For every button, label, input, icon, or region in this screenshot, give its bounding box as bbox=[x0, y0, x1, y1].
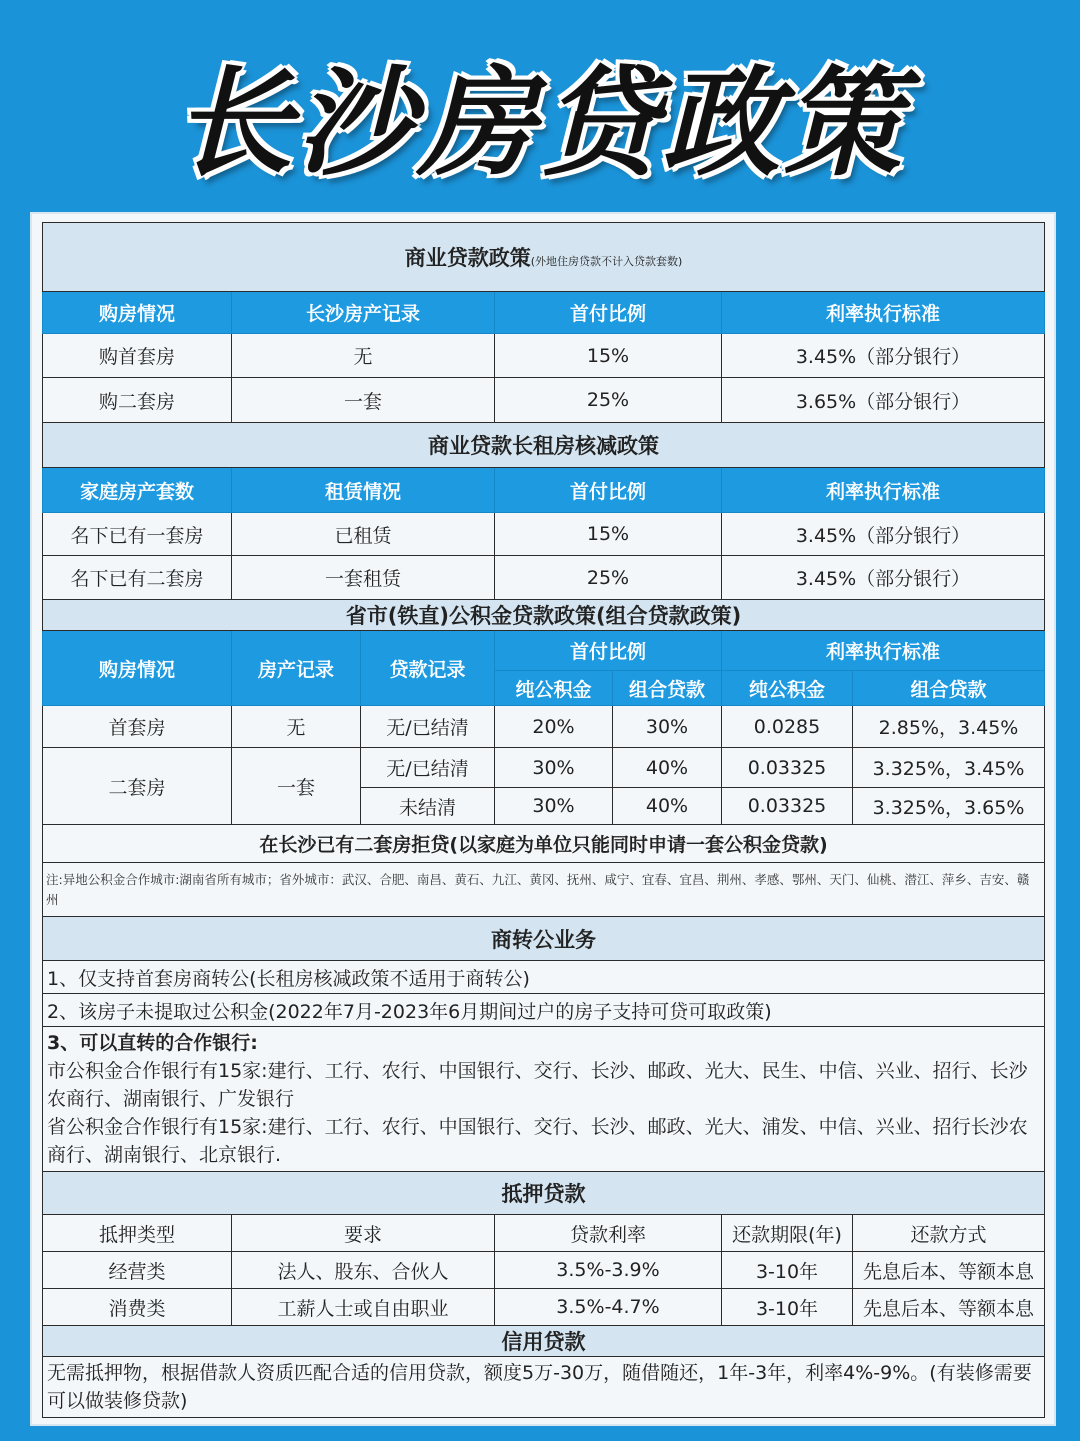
table-cell: 工薪人士或自由职业 bbox=[232, 1289, 495, 1326]
fund-city-note: 注:异地公积金合作城市:湖南省所有城市；省外城市：武汉、合肥、南昌、黄石、九江、黄冈、抚州、咸宁、宜春、宜昌、荆州、孝感、鄂州、天门、仙桃、潜江、萍乡、吉安、赣州 bbox=[43, 863, 1045, 917]
table-cell: 无 bbox=[232, 334, 495, 378]
header-lease: 租赁情况 bbox=[232, 468, 495, 513]
table-cell: 25% bbox=[495, 378, 722, 423]
header-family-count: 家庭房产套数 bbox=[43, 468, 232, 513]
table-cell: 3.325%，3.65% bbox=[853, 788, 1045, 825]
table-row bbox=[43, 706, 1045, 748]
transfer-title-row bbox=[43, 917, 1045, 961]
transfer-item-1: 1、仅支持首套房商转公(长租房核减政策不适用于商转公) bbox=[43, 961, 1045, 994]
table-row bbox=[43, 513, 1045, 556]
table-cell: 名下已有一套房 bbox=[43, 513, 232, 556]
subheader-rate-combo: 组合贷款 bbox=[853, 671, 1045, 706]
table-row bbox=[43, 748, 1045, 788]
table-cell: 3.45%（部分银行） bbox=[722, 334, 1045, 378]
commercial-section-title bbox=[43, 223, 1045, 292]
table-cell: 先息后本、等额本息 bbox=[853, 1289, 1045, 1326]
header-mortgage-type: 抵押类型 bbox=[43, 1215, 232, 1252]
province-fund-banks: 省公积金合作银行有15家:建行、工行、农行、中国银行、交行、长沙、邮政、光大、浦发、中信、兴业、招行长沙农商行、湖南银行、北京银行. bbox=[47, 1116, 1028, 1166]
header-rate: 利率执行标准 bbox=[722, 468, 1045, 513]
commercial-title: 商业贷款政策 bbox=[404, 246, 531, 270]
table-cell: 3.5%-3.9% bbox=[495, 1252, 722, 1289]
rental-header-row bbox=[43, 468, 1045, 513]
fund-note-row bbox=[43, 863, 1045, 917]
table-cell: 无 bbox=[232, 706, 361, 748]
transfer-banks-title: 3、可以直转的合作银行: bbox=[47, 1032, 258, 1054]
table-cell: 30% bbox=[495, 788, 613, 825]
subheader-dp-combo: 组合贷款 bbox=[613, 671, 722, 706]
table-cell: 3-10年 bbox=[722, 1289, 853, 1326]
policy-sheet bbox=[30, 212, 1056, 1426]
page-title-banner bbox=[0, 38, 1080, 192]
table-cell: 消费类 bbox=[43, 1289, 232, 1326]
table-cell: 未结清 bbox=[361, 788, 495, 825]
header-repayment: 还款方式 bbox=[853, 1215, 1045, 1252]
table-cell: 25% bbox=[495, 556, 722, 600]
header-requirement: 要求 bbox=[232, 1215, 495, 1252]
table-cell: 先息后本、等额本息 bbox=[853, 1252, 1045, 1289]
table-row bbox=[43, 1252, 1045, 1289]
table-cell: 一套 bbox=[232, 378, 495, 423]
header-rate: 利率执行标准 bbox=[722, 631, 1045, 671]
transfer-item-2: 2、该房子未提取过公积金(2022年7月-2023年6月期间过户的房子支持可贷可取政策) bbox=[43, 994, 1045, 1027]
rental-section-title: 商业贷款长租房核减政策 bbox=[43, 423, 1045, 468]
rental-title-row bbox=[43, 423, 1045, 468]
table-row bbox=[43, 1289, 1045, 1326]
table-cell: 0.0285 bbox=[722, 706, 853, 748]
table-cell: 3-10年 bbox=[722, 1252, 853, 1289]
table-cell: 3.45%（部分银行） bbox=[722, 556, 1045, 600]
credit-description: 无需抵押物，根据借款人资质匹配合适的信用贷款，额度5万-30万，随借随还，1年-3年，利率4%-9%。(有装修需要可以做装修贷款) bbox=[43, 1357, 1045, 1418]
page-title: 长沙房贷政策 bbox=[173, 54, 906, 192]
city-fund-banks: 市公积金合作银行有15家:建行、工行、农行、中国银行、交行、长沙、邮政、光大、民生、中信、兴业、招行、长沙农商行、湖南银行、广发银行 bbox=[47, 1060, 1028, 1110]
fund-title-row bbox=[43, 600, 1045, 631]
header-down-payment: 首付比例 bbox=[495, 631, 722, 671]
transfer-item-row bbox=[43, 994, 1045, 1027]
table-cell: 法人、股东、合伙人 bbox=[232, 1252, 495, 1289]
transfer-item-3 bbox=[43, 1027, 1045, 1172]
table-cell: 3.45%（部分银行） bbox=[722, 513, 1045, 556]
commercial-note: (外地住房贷款不计入贷款套数) bbox=[530, 255, 683, 268]
table-cell: 购二套房 bbox=[43, 378, 232, 423]
header-term: 还款期限(年) bbox=[722, 1215, 853, 1252]
fund-section-title: 省市(铁直)公积金贷款政策(组合贷款政策) bbox=[43, 600, 1045, 631]
subheader-rate-pure: 纯公积金 bbox=[722, 671, 853, 706]
header-down-payment: 首付比例 bbox=[495, 468, 722, 513]
table-cell: 无/已结清 bbox=[361, 748, 495, 788]
table-cell: 40% bbox=[613, 788, 722, 825]
table-cell: 20% bbox=[495, 706, 613, 748]
table-cell: 已租赁 bbox=[232, 513, 495, 556]
table-cell: 2.85%，3.45% bbox=[853, 706, 1045, 748]
header-loan-record: 贷款记录 bbox=[361, 631, 495, 706]
table-cell: 3.5%-4.7% bbox=[495, 1289, 722, 1326]
table-cell: 30% bbox=[613, 706, 722, 748]
fund-header-row bbox=[43, 631, 1045, 671]
table-cell: 3.325%，3.45% bbox=[853, 748, 1045, 788]
subheader-dp-pure: 纯公积金 bbox=[495, 671, 613, 706]
header-purchase: 购房情况 bbox=[43, 631, 232, 706]
mortgage-section-title: 抵押贷款 bbox=[43, 1172, 1045, 1215]
table-cell: 二套房 bbox=[43, 748, 232, 825]
table-cell: 无/已结清 bbox=[361, 706, 495, 748]
transfer-banks-row bbox=[43, 1027, 1045, 1172]
commercial-header-row bbox=[43, 292, 1045, 334]
credit-section-title: 信用贷款 bbox=[43, 1326, 1045, 1357]
header-property: 房产记录 bbox=[232, 631, 361, 706]
header-loan-rate: 贷款利率 bbox=[495, 1215, 722, 1252]
commercial-title-row bbox=[43, 223, 1045, 292]
header-purchase: 购房情况 bbox=[43, 292, 232, 334]
table-cell: 一套 bbox=[232, 748, 361, 825]
table-cell: 经营类 bbox=[43, 1252, 232, 1289]
fund-refusal-row bbox=[43, 825, 1045, 863]
table-cell: 名下已有二套房 bbox=[43, 556, 232, 600]
header-down-payment: 首付比例 bbox=[495, 292, 722, 334]
table-row bbox=[43, 378, 1045, 423]
table-cell: 首套房 bbox=[43, 706, 232, 748]
table-cell: 40% bbox=[613, 748, 722, 788]
credit-title-row bbox=[43, 1326, 1045, 1357]
fund-refusal-note: 在长沙已有二套房拒贷(以家庭为单位只能同时申请一套公积金贷款) bbox=[43, 825, 1045, 863]
credit-text-row bbox=[43, 1357, 1045, 1418]
table-row bbox=[43, 556, 1045, 600]
transfer-section-title: 商转公业务 bbox=[43, 917, 1045, 961]
header-record: 长沙房产记录 bbox=[232, 292, 495, 334]
table-cell: 3.65%（部分银行） bbox=[722, 378, 1045, 423]
policy-table bbox=[42, 222, 1045, 1418]
mortgage-header-row bbox=[43, 1215, 1045, 1252]
table-cell: 30% bbox=[495, 748, 613, 788]
table-cell: 15% bbox=[495, 513, 722, 556]
table-cell: 0.03325 bbox=[722, 788, 853, 825]
table-cell: 15% bbox=[495, 334, 722, 378]
table-row bbox=[43, 334, 1045, 378]
table-cell: 0.03325 bbox=[722, 748, 853, 788]
table-cell: 购首套房 bbox=[43, 334, 232, 378]
mortgage-title-row bbox=[43, 1172, 1045, 1215]
header-rate: 利率执行标准 bbox=[722, 292, 1045, 334]
transfer-item-row bbox=[43, 961, 1045, 994]
table-cell: 一套租赁 bbox=[232, 556, 495, 600]
